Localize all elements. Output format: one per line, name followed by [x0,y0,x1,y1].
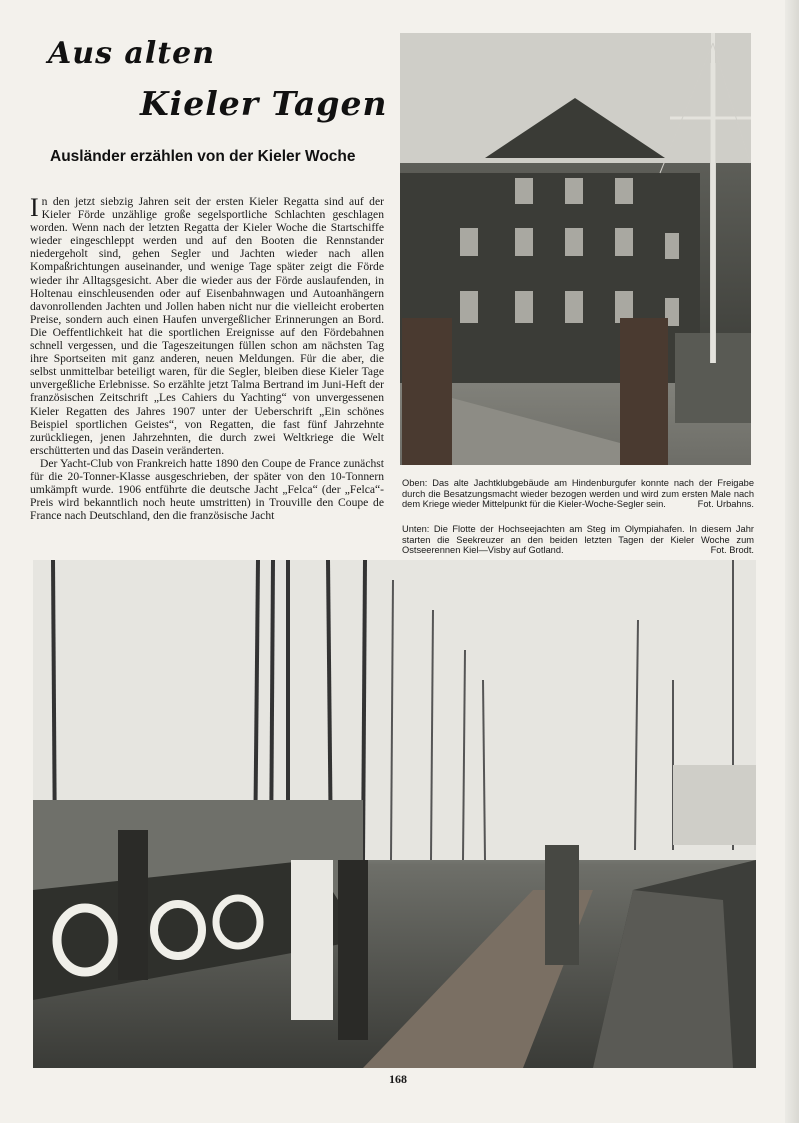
caption-bottom-text: Unten: Die Flotte der Hochseejachten am Steg im Olympiahafen. In diesem Jahr starten die Seekreuzer an den beiden letzten Tagen der Kieler Woche zum Ostseerennen Kiel—Visby auf Gotland. [402,524,754,556]
drop-cap: I [30,193,39,222]
caption-top [402,478,754,510]
caption-top-text: Oben: Das alte Jachtklubgebäude am Hindenburgufer konnte nach der Freigabe durch die Besatzungsmacht wieder bezogen werden und wird zum ersten Male nach dem Kriege wieder Mittelpunkt für die Kieler-Woche-Segler sein. [402,478,754,510]
page-number: 168 [389,1072,407,1086]
article-paragraph-1-text: n den jetzt siebzig Jahren seit der ersten Kieler Regatta sind auf der Kieler Förde unzählige große segelsportliche Schlachten geschlagen worden. Wenn nach der letzten Regatta der Kieler Woche die Startschiffe wieder eingeschleppt werden und auf den Booten die Rennstander niedergeholt sind, gehen Segler und Jachten wieder nach allen Kompaßrichtungen auseinander, und wenige Tage später zeigt die Förde wieder ihr Alltagsgesicht. Aber die wieder aus der Förde auslaufenden, in Holtenau einschleusenden oder auf Eisenbahnwagen und Autoanhängern davonrollenden Jachten und Jollen haben nicht nur die vielleicht eroberten Preise, sondern auch einen Haufen unvergeßlicher Erinnerungen an Bord. Die Oeffentlichkeit hat die sportlichen Ereignisse auf den Fördebahnen schnell vergessen, und die Tageszeitungen füllen schon am nächsten Tag ihre Sportseiten mit ganz anderen, neuen Meldungen. Für die aber, die selbst unmittelbar beteiligt waren, für die Segler, bleiben diese Kieler Tage unvergeßliche Erlebnisse. So erzählte jetzt Talma Bertrand im Juni-Heft der französischen Zeitschrift „Les Cahiers du Yachting“ von unvergessenen Kieler Regatten des Jahres 1907 unter der Ueberschrift „Ein schönes Beispiel sportlichen Geistes“, von Regatten, die fast fünf Jahrzehnte zurückliegen, jenen Jahrzehnten, die durch zwei Weltkriege die Welt erschütterten und das Dasein veränderten. [30,195,384,457]
photo-yacht-club-building [400,33,751,465]
title-line-2: Kieler Tagen [140,84,388,123]
subtitle: Ausländer erzählen von der Kieler Woche [50,148,356,165]
photo-yacht-fleet-at-jetty [33,560,756,1068]
article-paragraph-2: Der Yacht-Club von Frankreich hatte 1890 den Coupe de France zunächst für die 20-Tonner-Klasse ausgeschrieben, der später von den 10-Tonnern umkämpft wurde. 1906 entführte die deutsche Jacht „Felca“ (der „Felca“-Preis wird bekanntlich noch heute umstritten) in Trouville den Coupe de France nach Deutschland, den die französische Jacht [30,456,384,523]
title-line-1: Aus alten [48,36,216,71]
page-edge [785,0,799,1123]
caption-top-credit: Fot. Urbahns. [697,499,754,510]
photo-yacht-fleet-at-jetty-drawing [33,560,756,1068]
article-body [30,195,384,522]
caption-bottom [402,524,754,556]
article-paragraph-1 [30,195,384,457]
caption-bottom-credit: Fot. Brodt. [710,545,754,556]
photo-yacht-club-building-drawing [400,33,751,465]
